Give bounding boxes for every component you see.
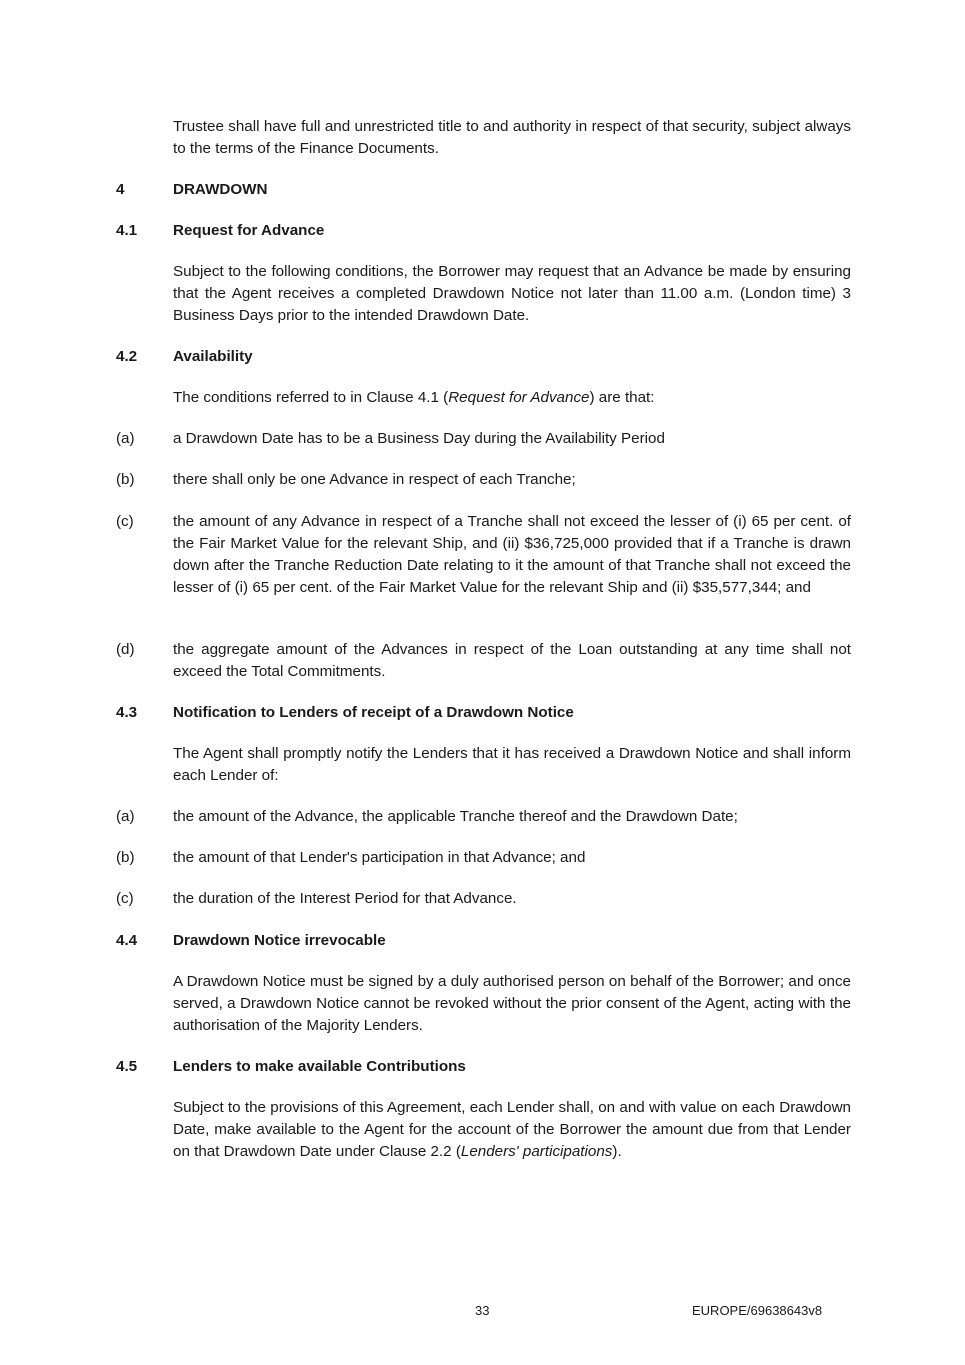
list-item-text: the aggregate amount of the Advances in respect of the Loan outstanding at any time shall not exceed the Total Commitments. <box>173 641 851 680</box>
list-item-label: (d) <box>116 641 135 658</box>
clause-4-2-body-post: ) are that: <box>589 389 655 406</box>
clause-4-4-number: 4.4 <box>116 932 138 949</box>
intro-paragraph: Trustee shall have full and unrestricted title to and authority in respect of that security, subject always to the terms of the Finance Documents. <box>173 118 851 157</box>
clause-4-5-body <box>173 1097 851 1163</box>
list-item-label: (a) <box>116 808 135 825</box>
clause-4-2-body-pre: The conditions referred to in Clause 4.1 ( <box>173 389 449 406</box>
list-item-text: the amount of any Advance in respect of a Tranche shall not exceed the lesser of (i) 65 per cent. of the Fair Market Value for the relevant Ship, and (ii) $36,725,000 provided that if a Tranche is drawn down after the Tranche Reduction Date relating to it the amount of that Tranche shall not exceed the lesser of (i) 65 per cent. of the Fair Market Value for the relevant Ship and (ii) $35,577,344; and <box>173 513 851 596</box>
clause-4-4-body: A Drawdown Notice must be signed by a duly authorised person on behalf of the Borrower; and once served, a Drawdown Notice cannot be revoked without the prior consent of the Agent, acting with the authorisation of the Majority Lenders. <box>173 973 851 1034</box>
clause-4-3-number: 4.3 <box>116 704 138 721</box>
list-item-text: a Drawdown Date has to be a Business Day during the Availability Period <box>173 430 665 447</box>
clause-4-2-body-italic: Request for Advance <box>448 389 590 406</box>
clause-4-3-title: Notification to Lenders of receipt of a Drawdown Notice <box>173 704 574 721</box>
list-item-label: (b) <box>116 471 135 488</box>
clause-4-2-title: Availability <box>173 348 253 365</box>
list-item-label: (c) <box>116 513 134 530</box>
clause-4-5-body-italic: Lenders' participations <box>460 1143 613 1160</box>
list-item-label: (b) <box>116 849 135 866</box>
list-item-text: the amount of the Advance, the applicable Tranche thereof and the Drawdown Date; <box>173 808 738 825</box>
clause-4-2-body <box>173 387 851 409</box>
list-item-text: the amount of that Lender's participation in that Advance; and <box>173 849 586 866</box>
clause-4-1-title: Request for Advance <box>173 222 325 239</box>
section-number: 4 <box>116 181 125 198</box>
clause-4-3-body: The Agent shall promptly notify the Lenders that it has received a Drawdown Notice and shall inform each Lender of: <box>173 745 851 784</box>
clause-4-2-number: 4.2 <box>116 348 138 365</box>
list-item-label: (c) <box>116 890 134 907</box>
document-reference: EUROPE/69638643v8 <box>692 1303 823 1318</box>
list-item-text: the duration of the Interest Period for that Advance. <box>173 890 517 907</box>
clause-4-5-number: 4.5 <box>116 1058 138 1075</box>
clause-4-5-title: Lenders to make available Contributions <box>173 1058 466 1075</box>
clause-4-1-body: Subject to the following conditions, the Borrower may request that an Advance be made by ensuring that the Agent receives a completed Drawdown Notice not later than 11.00 a.m. (London time) 3 Business Days prior to the intended Drawdown Date. <box>173 263 851 324</box>
list-item-label: (a) <box>116 430 135 447</box>
page-number: 33 <box>475 1303 490 1318</box>
clause-4-4-title: Drawdown Notice irrevocable <box>173 932 386 949</box>
clause-4-5-body-pre: Subject to the provisions of this Agreement, each Lender shall, on and with value on each Drawdown Date, make available to the Agent for the account of the Borrower the amount due from that Lender on that Drawdown Date under Clause 2.2 ( <box>173 1099 851 1160</box>
clause-4-1-number: 4.1 <box>116 222 138 239</box>
section-title: DRAWDOWN <box>173 181 268 198</box>
list-item-text: there shall only be one Advance in respect of each Tranche; <box>173 471 576 488</box>
clause-4-5-body-post: ). <box>612 1143 622 1160</box>
